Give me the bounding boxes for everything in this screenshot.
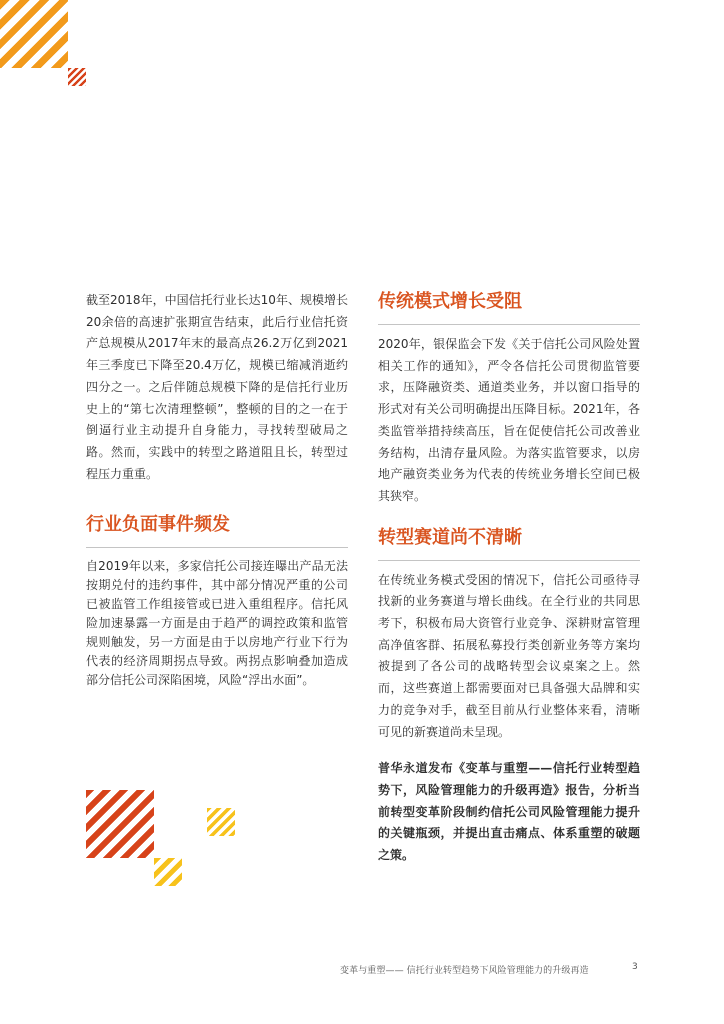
decor-stripes-top-large (0, 0, 68, 68)
section-body-transformation-track: 在传统业务模式受困的情况下，信托公司亟待寻找新的业务赛道与增长曲线。在全行业的共同思考下，积极布局大资管行业竞争、深耕财富管理高净值客群、拓展私募投行类创新业务等方案均被提到了各公司的战略转型会议桌案之上。然而，这些赛道上都需要面对已具备强大品牌和实力的竞争对手，截至目前从行业整体来看，清晰可见的新赛道尚未呈现。 (378, 572, 640, 739)
left-column (86, 290, 348, 690)
summary-paragraph: 普华永道发布《变革与重塑——信托行业转型趋势下，风险管理能力的升级再造》报告，分析当前转型变革阶段制约信托公司风险管理能力提升的关键瓶颈，并提出直击痛点、体系重塑的破题之策。 (378, 761, 640, 863)
section-title-transformation-track: 转型赛道尚不清晰 (378, 526, 522, 548)
section-title-traditional-model: 传统模式增长受阻 (378, 291, 522, 312)
section-divider (86, 547, 348, 548)
section-title-negative-events: 行业负面事件频发 (86, 514, 230, 536)
section-divider (378, 560, 640, 561)
decor-stripes-bottom-small (207, 808, 235, 836)
section-divider (378, 324, 640, 325)
intro-paragraph: 截至2018年，中国信托行业长达10年、规模增长20余倍的高速扩张期宣告结束，此后行业信托资产总规模从2017年末的最高点26.2万亿到2021年三季度已下降至20.4万亿，规模已缩减消逝约四分之一。之后伴随总规模下降的是信托行业历史上的“第七次清理整顿”，整顿的目的之一在于倒逼行业主动提升自身能力，寻找转型破局之路。然而，实践中的转型之路道阻且长，转型过程压力重重。 (86, 293, 348, 481)
section-body-negative-events: 自2019年以来，多家信托公司接连曝出产品无法按期兑付的违约事件，其中部分情况严重的公司已被监管工作组接管或已进入重组程序。信托风险加速暴露一方面是由于趋严的调控政策和监管规则触发，另一方面是由于以房地产行业下行为代表的经济周期拐点导致。两拐点影响叠加造成部分信托公司深陷困境，风险“浮出水面”。 (86, 559, 348, 687)
decor-stripes-bottom-yellow (154, 858, 182, 886)
right-column (378, 290, 640, 867)
page-number: 3 (632, 962, 638, 972)
section-body-traditional-model: 2020年，银保监会下发《关于信托公司风险处置相关工作的通知》，严令各信托公司贯彻监管要求，压降融资类、通道类业务，并以窗口指导的形式对有关公司明确提出压降目标。2021年，各类监管举措持续高压，旨在促使信托公司改善业务结构，出清存量风险。为落实监管要求，以房地产融资类业务为代表的传统业务增长空间已极其狭窄。 (378, 337, 640, 503)
footer-report-title: 变革与重塑—— 信托行业转型趋势下风险管理能力的升级再造 (340, 966, 589, 976)
decor-stripes-top-small (68, 68, 86, 86)
decor-stripes-bottom-large (86, 790, 154, 858)
